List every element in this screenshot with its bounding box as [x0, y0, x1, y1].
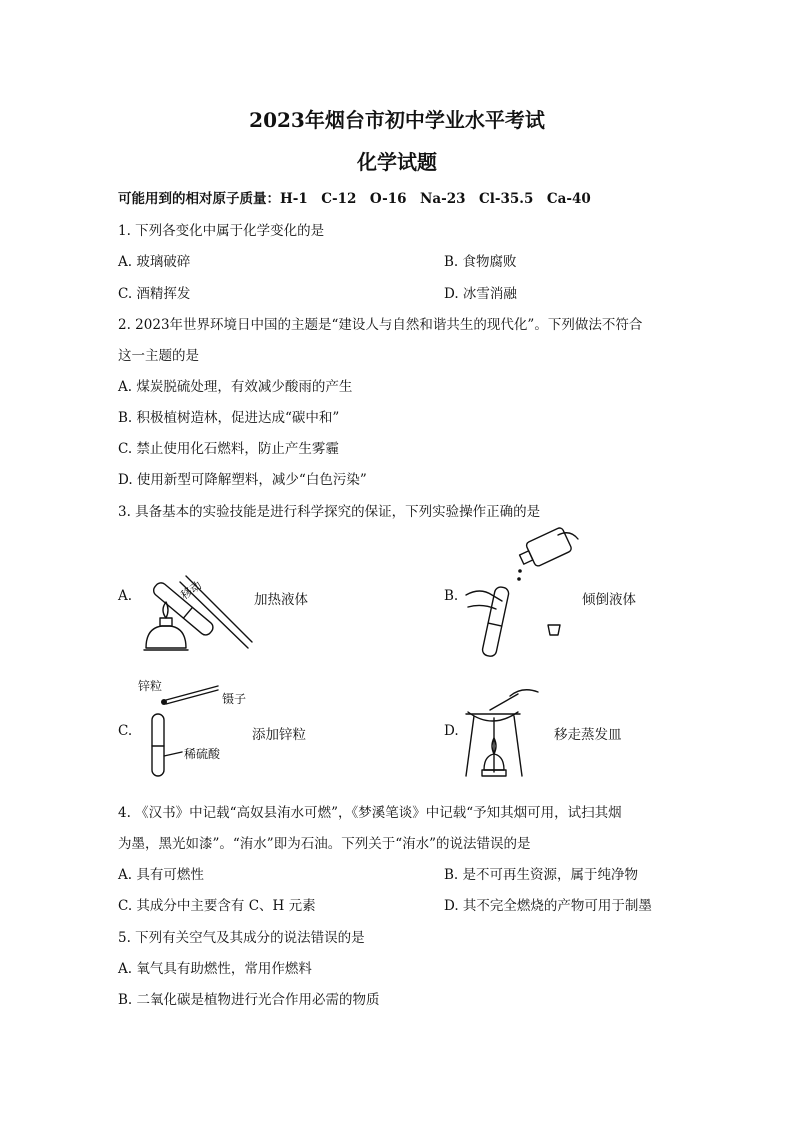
q3-stem: 3. 具备基本的实验技能是进行科学探究的保证，下列实验操作正确的是: [118, 504, 541, 520]
q4-stem-line2: 为墨，黑光如漆”。“洧水”即为石油。下列关于“洧水”的说法错误的是: [118, 836, 531, 852]
pouring-liquid-figure: [462, 525, 582, 660]
adding-zinc-figure: [140, 680, 230, 780]
q3-b-caption: 倾倒液体: [582, 592, 636, 608]
q3-d-letter: D.: [444, 723, 459, 739]
q4-option-b: B. 是不可再生资源，属于纯净物: [444, 867, 639, 883]
q3-c-label-tweezers: 镊子: [222, 692, 247, 706]
atomic-mass-line: 可能用到的相对原子质量：H-1 C-12 O-16 Na-23 Cl-35.5 Ca-40: [118, 191, 591, 207]
page-title: 2023年烟台市初中学业水平考试: [249, 108, 545, 132]
q1-option-d: D. 冰雪消融: [444, 286, 517, 302]
q2-stem-line1: 2. 2023年世界环境日中国的主题是“建设人与自然和谐共生的现代化”。下列做法不符合: [118, 317, 643, 333]
q5-option-a: A. 氧气具有助燃性，常用作燃料: [118, 961, 312, 977]
q3-a-caption: 加热液体: [254, 592, 308, 608]
q5-stem: 5. 下列有关空气及其成分的说法错误的是: [118, 930, 365, 946]
evaporating-dish-figure: [462, 680, 542, 780]
q3-a-letter: A.: [118, 588, 133, 604]
q1-option-b: B. 食物腐败: [444, 254, 517, 270]
q5-option-b: B. 二氧化碳是植物进行光合作用必需的物质: [118, 992, 380, 1008]
q3-b-letter: B.: [444, 588, 459, 604]
q2-stem-line2: 这一主题的是: [118, 348, 199, 364]
q2-option-c: C. 禁止使用化石燃料，防止产生雾霾: [118, 441, 339, 457]
page-subtitle: 化学试题: [357, 150, 437, 174]
q1-option-c: C. 酒精挥发: [118, 286, 191, 302]
q3-c-label-zinc: 锌粒: [138, 679, 163, 693]
q2-option-b: B. 积极植树造林，促进达成“碳中和”: [118, 410, 340, 426]
q1-option-a: A. 玻璃破碎: [118, 254, 191, 270]
q3-c-letter: C.: [118, 723, 133, 739]
q3-c-caption: 添加锌粒: [252, 727, 306, 743]
q4-stem-line1: 4. 《汉书》中记载“高奴县洧水可燃”，《梦溪笔谈》中记载“予知其烟可用，试扫其烟: [118, 805, 622, 821]
q3-a-fig-label: 移动: [178, 578, 205, 603]
heating-liquid-figure: [136, 540, 256, 660]
q4-option-a: A. 具有可燃性: [118, 867, 204, 883]
q4-option-d: D. 其不完全燃烧的产物可用于制墨: [444, 898, 652, 914]
q4-option-c: C. 其成分中主要含有 C、H 元素: [118, 898, 316, 914]
q2-option-d: D. 使用新型可降解塑料，减少“白色污染”: [118, 472, 367, 488]
q2-option-a: A. 煤炭脱硫处理，有效减少酸雨的产生: [118, 379, 353, 395]
q1-stem: 1. 下列各变化中属于化学变化的是: [118, 223, 325, 239]
q3-d-caption: 移走蒸发皿: [554, 727, 622, 743]
q3-c-label-acid: 稀硫酸: [184, 747, 221, 761]
